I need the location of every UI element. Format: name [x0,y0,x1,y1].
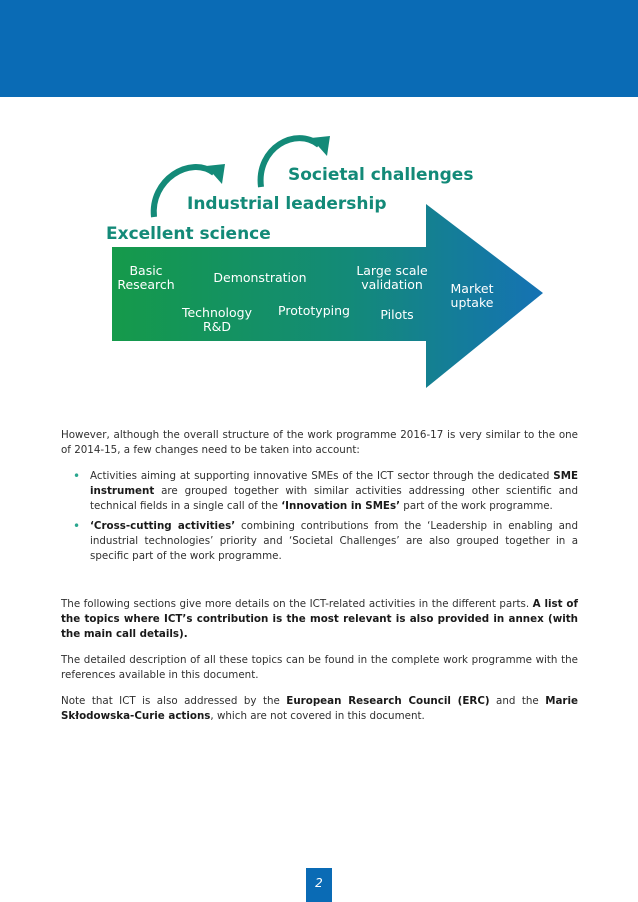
pillar-excellent-science: Excellent science [106,224,271,244]
bullet-icon: • [73,519,81,533]
body-text [61,428,578,724]
page-number: 2 [306,868,332,902]
top-banner [0,0,638,97]
diagram-graphic [0,120,638,400]
list-item: • Activities aiming at supporting innovative SMEs of the ICT sector through the dedicated SME instrument are grouped together with similar activities addressing other scientific and technical fields in a single call of the ‘Innovation in SMEs’ part of the work programme. [73,469,578,512]
description-paragraph: The detailed description of all these topics can be found in the complete work programme with the references available in this document. [61,654,578,681]
stage-basic-research: Basic Research [117,263,175,292]
innovation-chain-diagram [0,120,638,400]
intro-paragraph: However, although the overall structure of the work programme 2016-17 is very similar to the one of 2014-15, a few changes need to be taken into account: [61,429,578,456]
stage-large-scale-validation: Large scale validation [356,263,428,292]
changes-list [61,469,578,564]
pillar-societal-challenges: Societal challenges [288,165,474,185]
stage-technology-rd: Technology R&D [181,305,253,334]
stage-market-uptake: Market uptake [450,281,494,310]
stage-demonstration: Demonstration [213,270,307,285]
note-paragraph: Note that ICT is also addressed by the European Research Council (ERC) and the Marie Skłodowska-Curie actions, which are not covered in this document. [61,695,578,722]
list-item: • ‘Cross-cutting activities’ combining contributions from the ‘Leadership in enabling and industrial technologies’ priority and ‘Societal Challenges’ are also grouped together in a specific part of the work programme. [73,519,578,562]
stage-prototyping: Prototyping [278,303,350,318]
sections-paragraph: The following sections give more details on the ICT-related activities in the different parts. A list of the topics where ICT’s contribution is the most relevant is also provided in annex (with the main call details). [61,598,578,640]
stage-pilots: Pilots [380,307,414,322]
bullet-icon: • [73,469,81,483]
pillar-industrial-leadership: Industrial leadership [187,194,387,214]
